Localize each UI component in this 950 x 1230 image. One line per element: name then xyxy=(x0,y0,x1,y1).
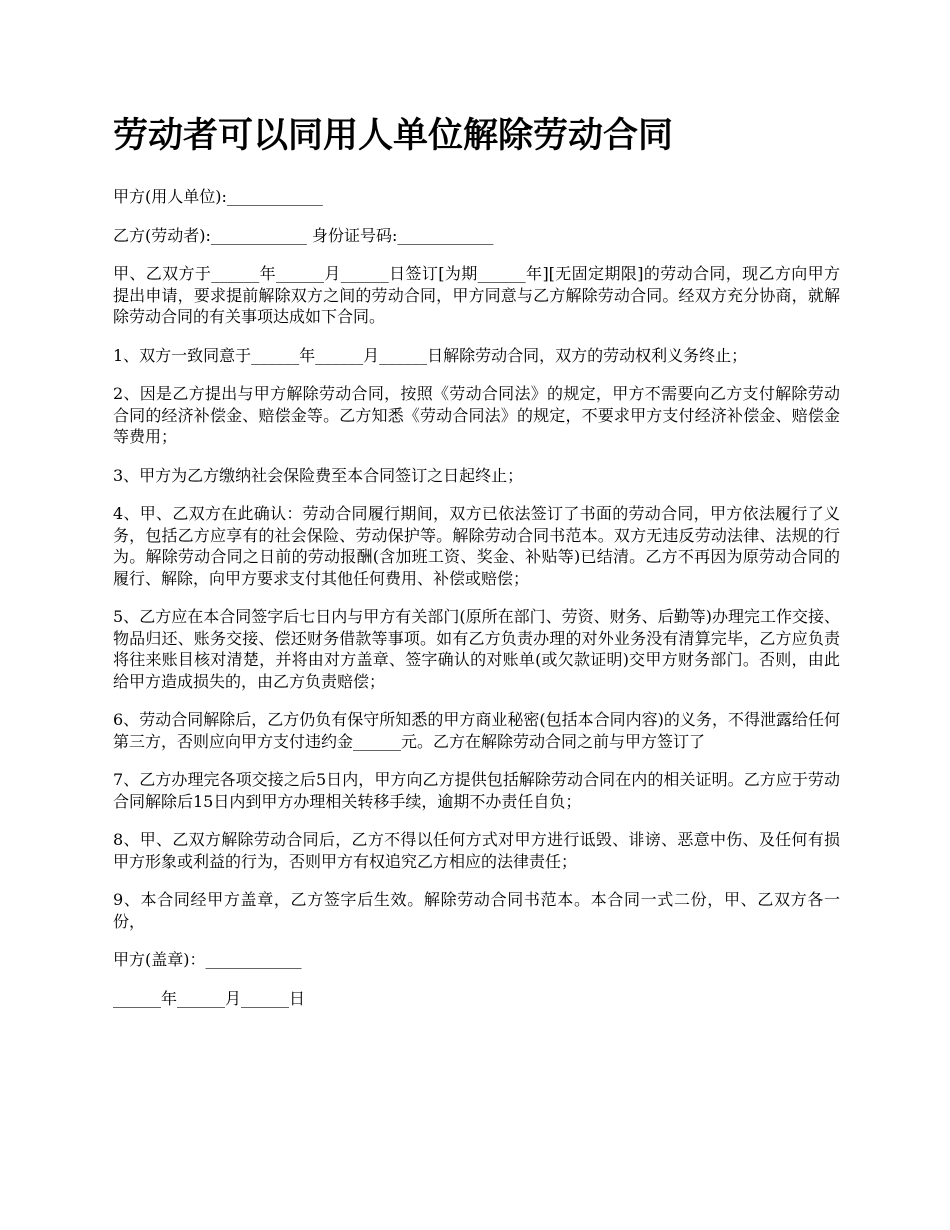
clause-6: 6、劳动合同解除后，乙方仍负有保守所知悉的甲方商业秘密(包括本合同内容)的义务，不得泄露给任何第三方，否则应向甲方支付违约金______元。乙方在解除劳动合同之前与甲方签订了 xyxy=(113,710,840,751)
document-title: 劳动者可以同用人单位解除劳动合同 xyxy=(113,115,674,156)
seal-line: 甲方(盖章)：____________ xyxy=(113,950,302,969)
party-b-line: 乙方(劳动者):____________ 身份证号码:____________ xyxy=(113,225,494,245)
clause-2: 2、因是乙方提出与甲方解除劳动合同，按照《劳动合同法》的规定，甲方不需要向乙方支付解除劳动合同的经济补偿金、赔偿金等。乙方知悉《劳动合同法》的规定，不要求甲方支付经济补偿金、赔偿金等费用； xyxy=(113,384,840,446)
clause-7: 7、乙方办理完各项交接之后5日内，甲方向乙方提供包括解除劳动合同在内的相关证明。乙方应于劳动合同解除后15日内到甲方办理相关转移手续，逾期不办责任自负； xyxy=(113,770,840,811)
party-a-line: 甲方(用人单位):____________ xyxy=(113,187,323,206)
clause-8: 8、甲、乙双方解除劳动合同后，乙方不得以任何方式对甲方进行诋毁、诽谤、恶意中伤、及任何有损甲方形象或利益的行为，否则甲方有权追究乙方相应的法律责任； xyxy=(113,830,840,871)
document-page xyxy=(113,112,840,1026)
clause-5: 5、乙方应在本合同签字后七日内与甲方有关部门(原所在部门、劳资、财务、后勤等)办理完工作交接、物品归还、账务交接、偿还财务借款等事项。如有乙方负责办理的对外业务没有清算完毕，乙方应负责将往来账目核对清楚，并将由对方盖章、签字确认的对账单(或欠款证明)交甲方财务部门。否则，由此给甲方造成损失的，由乙方负责赔偿； xyxy=(113,607,840,691)
clause-4: 4、甲、乙双方在此确认：劳动合同履行期间，双方已依法签订了书面的劳动合同，甲方依法履行了义务，包括乙方应享有的社会保险、劳动保护等。解除劳动合同书范本。双方无违反劳动法律、法规的行为。解除劳动合同之日前的劳动报酬(含加班工资、奖金、补贴等)已结清。乙方不再因为原劳动合同的履行、解除，向甲方要求支付其他任何费用、补偿或赔偿； xyxy=(113,504,840,588)
clause-3: 3、甲方为乙方缴纳社会保险费至本合同签订之日起终止； xyxy=(113,465,524,485)
clause-1: 1、双方一致同意于______年______月______日解除劳动合同，双方的劳动权利义务终止； xyxy=(113,345,748,365)
clause-9: 9、本合同经甲方盖章，乙方签字后生效。解除劳动合同书范本。本合同一式二份，甲、乙双方各一份， xyxy=(113,890,840,931)
intro-paragraph: 甲、乙双方于______年______月______日签订[为期______年][无固定期限]的劳动合同，现乙方向甲方提出申请，要求提前解除双方之间的劳动合同，甲方同意与乙方解除劳动合同。经双方充分协商，就解除劳动合同的有关事项达成如下合同。 xyxy=(113,264,840,326)
date-line: ______年______月______日 xyxy=(113,988,306,1008)
